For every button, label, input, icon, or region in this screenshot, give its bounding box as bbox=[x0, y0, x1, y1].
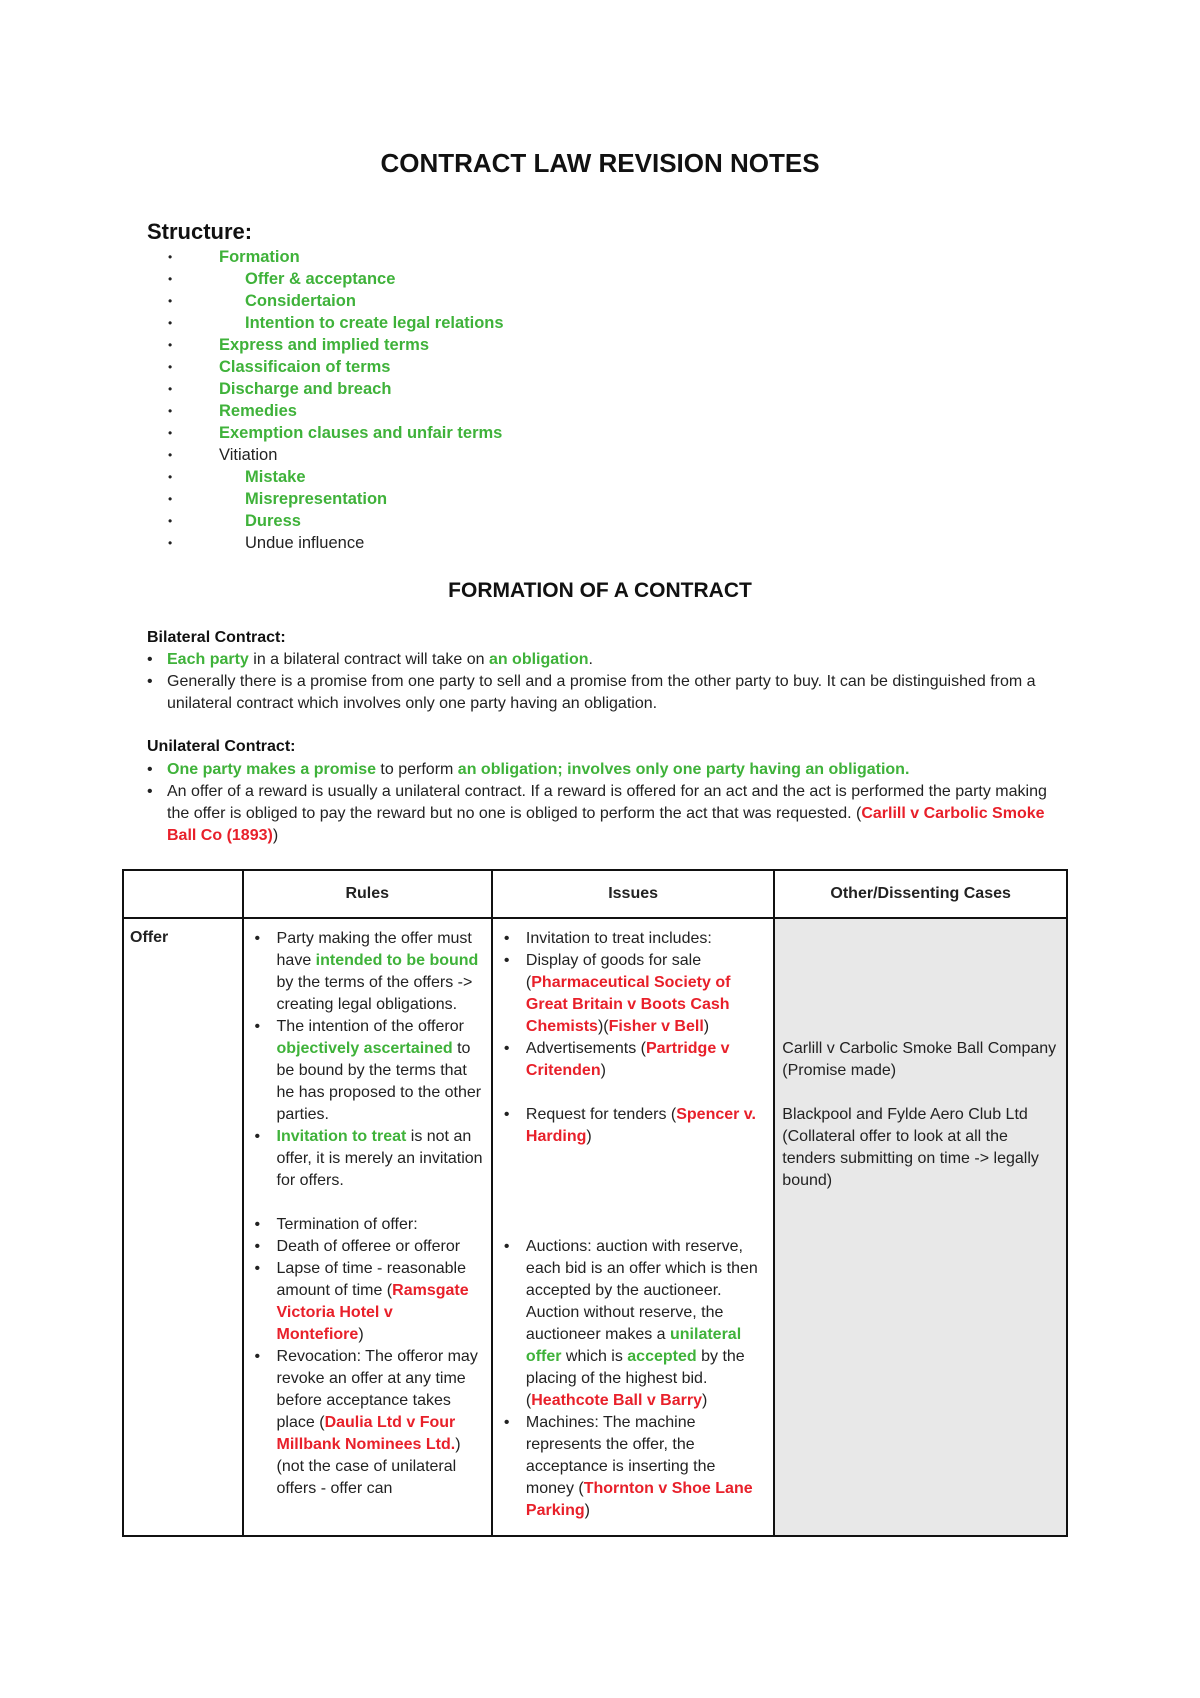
column-header bbox=[123, 870, 243, 918]
list-item bbox=[500, 928, 766, 950]
bullet-icon: • bbox=[168, 514, 173, 528]
structure-item-label: Vitiation bbox=[219, 446, 278, 464]
bullet-icon: • bbox=[503, 1040, 510, 1057]
body-text: ) bbox=[586, 1128, 592, 1145]
bullet-icon: • bbox=[147, 651, 153, 668]
body-text: ) bbox=[600, 1062, 606, 1079]
highlight-text: Each party bbox=[167, 651, 249, 668]
bullet-icon: • bbox=[168, 382, 173, 396]
list-item bbox=[251, 928, 484, 1016]
body-text: ) (not the case of unilateral offers - offer can bbox=[276, 1436, 461, 1497]
bullet-icon: • bbox=[147, 673, 153, 690]
case-citation: Pharmaceutical Society of Great Britain v Boots Cash Chemists bbox=[525, 974, 731, 1035]
highlight-text: an obligation bbox=[488, 651, 589, 668]
body-text: by the terms of the offers -> creating legal obligations. bbox=[276, 974, 473, 1013]
bullet-icon: • bbox=[168, 250, 173, 264]
body-text: The intention of the offeror bbox=[276, 1018, 464, 1035]
body-text: is not an offer, it is merely an invitation for offers. bbox=[276, 1128, 483, 1189]
list-item bbox=[251, 1258, 484, 1346]
case-citation: Daulia Ltd v Four Millbank Nominees Ltd. bbox=[276, 1414, 456, 1453]
bullet-icon: • bbox=[147, 783, 153, 800]
bullet-icon: • bbox=[168, 272, 173, 286]
bullet-icon: • bbox=[168, 316, 173, 330]
list-item bbox=[147, 649, 1067, 671]
bullet-icon: • bbox=[503, 1238, 510, 1255]
list-item bbox=[251, 1016, 484, 1126]
case-citation: Heathcote Ball v Barry bbox=[531, 1392, 702, 1409]
body-text: Advertisements ( bbox=[525, 1040, 646, 1057]
bullet-icon: • bbox=[254, 1238, 261, 1255]
bullet-icon: • bbox=[168, 470, 173, 484]
list-item bbox=[251, 1214, 484, 1236]
structure-item-label: Remedies bbox=[219, 402, 297, 420]
body-text: Generally there is a promise from one party to sell and a promise from the other party to buy. It can be distinguished from a unilateral contract which involves only one party having an obligation. bbox=[167, 673, 1036, 712]
highlight-text: unilateral offer bbox=[525, 1326, 742, 1365]
structure-item-label: Duress bbox=[245, 512, 301, 530]
case-citation: Spencer v. Harding bbox=[525, 1106, 756, 1145]
other-cases-cell bbox=[774, 918, 1067, 1536]
case-citation: Ramsgate Victoria Hotel v Montefiore bbox=[276, 1282, 469, 1343]
list-item bbox=[147, 781, 1067, 847]
list-item bbox=[147, 759, 1067, 781]
highlight-text: an obligation; involves only one party having an obligation. bbox=[457, 761, 910, 778]
highlight-text: intended to be bound bbox=[315, 952, 479, 969]
body-text: by the placing of the highest bid. ( bbox=[525, 1348, 745, 1409]
table-row bbox=[123, 918, 1067, 1536]
list-item bbox=[500, 1038, 766, 1082]
list-item bbox=[500, 1412, 766, 1522]
offer-table bbox=[122, 869, 1068, 1537]
body-text: Party making the offer must have bbox=[276, 930, 472, 969]
body-text: to be bound by the terms that he has proposed to the other parties. bbox=[276, 1040, 482, 1123]
structure-item-label: Misrepresentation bbox=[245, 490, 388, 508]
structure-item-label: Discharge and breach bbox=[219, 380, 392, 398]
bullet-icon: • bbox=[168, 536, 173, 550]
bilateral-heading: Bilateral Contract: bbox=[147, 629, 286, 646]
bullet-icon: • bbox=[503, 1414, 510, 1431]
structure-item-label: Intention to create legal relations bbox=[245, 314, 504, 332]
bullet-icon: • bbox=[254, 1216, 261, 1233]
body-text: . bbox=[588, 651, 593, 668]
highlight-text: accepted bbox=[627, 1348, 697, 1365]
bullet-icon: • bbox=[168, 294, 173, 308]
body-text: in a bilateral contract will take on bbox=[248, 651, 489, 668]
page-title: CONTRACT LAW REVISION NOTES bbox=[380, 148, 820, 178]
column-header: Issues bbox=[492, 870, 774, 918]
structure-item-label: Exemption clauses and unfair terms bbox=[219, 424, 503, 442]
structure-item-label: Mistake bbox=[245, 468, 306, 486]
bullet-icon: • bbox=[168, 448, 173, 462]
formation-heading: FORMATION OF A CONTRACT bbox=[448, 579, 752, 602]
row-label: Offer bbox=[123, 918, 243, 1536]
structure-item-label: Express and implied terms bbox=[219, 336, 429, 354]
structure-item-label: Considertaion bbox=[245, 292, 356, 310]
highlight-text: One party makes a promise bbox=[167, 761, 376, 778]
bullet-icon: • bbox=[168, 426, 173, 440]
highlight-text: objectively ascertained bbox=[276, 1040, 453, 1057]
list-item bbox=[251, 1346, 484, 1500]
table-header-row bbox=[123, 870, 1067, 918]
bullet-icon: • bbox=[168, 492, 173, 506]
structure-item-label: Classificaion of terms bbox=[219, 358, 391, 376]
list-item bbox=[500, 1104, 766, 1148]
bullet-icon: • bbox=[168, 338, 173, 352]
body-text: to perform bbox=[375, 761, 458, 778]
list-item bbox=[251, 1126, 484, 1192]
bullet-icon: • bbox=[254, 1260, 261, 1277]
unilateral-bullets bbox=[147, 759, 1067, 847]
bullet-icon: • bbox=[254, 1018, 261, 1035]
body-text: Request for tenders ( bbox=[525, 1106, 677, 1123]
column-header: Rules bbox=[243, 870, 492, 918]
list-item bbox=[500, 950, 766, 1038]
case-citation: Fisher v Bell bbox=[608, 1018, 704, 1035]
case-citation: Thornton v Shoe Lane Parking bbox=[525, 1480, 753, 1519]
structure-item-label: Formation bbox=[219, 248, 300, 266]
bullet-icon: • bbox=[147, 761, 153, 778]
structure-item-label: Offer & acceptance bbox=[245, 270, 396, 288]
bullet-icon: • bbox=[503, 930, 510, 947]
structure-heading: Structure: bbox=[147, 219, 253, 244]
body-text: ) bbox=[584, 1502, 590, 1519]
issues-cell bbox=[492, 918, 774, 1536]
body-text: ) bbox=[701, 1392, 708, 1409]
body-text: Invitation to treat includes: bbox=[525, 930, 712, 947]
body-text: which is bbox=[561, 1348, 628, 1365]
rules-cell bbox=[243, 918, 492, 1536]
case-citation: Carlill v Carbolic Smoke Ball Co (1893) bbox=[167, 805, 1045, 844]
bullet-icon: • bbox=[168, 404, 173, 418]
bullet-icon: • bbox=[168, 360, 173, 374]
list-item bbox=[251, 1236, 484, 1258]
body-text: Display of goods for sale ( bbox=[525, 952, 702, 991]
column-header: Other/Dissenting Cases bbox=[774, 870, 1067, 918]
body-text: Lapse of time - reasonable amount of time ( bbox=[276, 1260, 466, 1299]
body-text: Termination of offer: bbox=[276, 1216, 418, 1233]
case-note: Blackpool and Fylde Aero Club Ltd (Collateral offer to look at all the tenders submitting on time -> legally bound) bbox=[782, 1106, 1039, 1189]
highlight-text: Invitation to treat bbox=[276, 1128, 407, 1145]
case-note: Carlill v Carbolic Smoke Ball Company (Promise made) bbox=[782, 1040, 1057, 1079]
bullet-icon: • bbox=[254, 1128, 261, 1145]
list-item bbox=[500, 1236, 766, 1412]
body-text: Machines: The machine represents the offer, the acceptance is inserting the money ( bbox=[525, 1414, 716, 1497]
bullet-icon: • bbox=[254, 1348, 261, 1365]
body-text: Death of offeree or offeror bbox=[276, 1238, 461, 1255]
bullet-icon: • bbox=[503, 952, 510, 969]
bullet-icon: • bbox=[254, 930, 261, 947]
bilateral-bullets bbox=[147, 649, 1067, 715]
bullet-icon: • bbox=[503, 1106, 510, 1123]
body-text: ) bbox=[272, 827, 279, 844]
body-text: An offer of a reward is usually a unilateral contract. If a reward is offered for an act and the act is performed the party making the offer is obliged to pay the reward but no one is obliged to perform the act that was requested. ( bbox=[167, 783, 1047, 822]
body-text: ) bbox=[703, 1018, 710, 1035]
body-text: ) bbox=[358, 1326, 364, 1343]
body-text: Auctions: auction with reserve, each bid is an offer which is then accepted by the auctioneer. Auction without reserve, the auctioneer makes a bbox=[525, 1238, 758, 1343]
body-text: Revocation: The offeror may revoke an offer at any time before acceptance takes place ( bbox=[276, 1348, 478, 1431]
list-item bbox=[147, 671, 1067, 715]
case-citation: Partridge v Critenden bbox=[525, 1040, 730, 1079]
structure-item-label: Undue influence bbox=[245, 534, 365, 552]
body-text: )( bbox=[597, 1018, 609, 1035]
unilateral-heading: Unilateral Contract: bbox=[147, 738, 296, 755]
